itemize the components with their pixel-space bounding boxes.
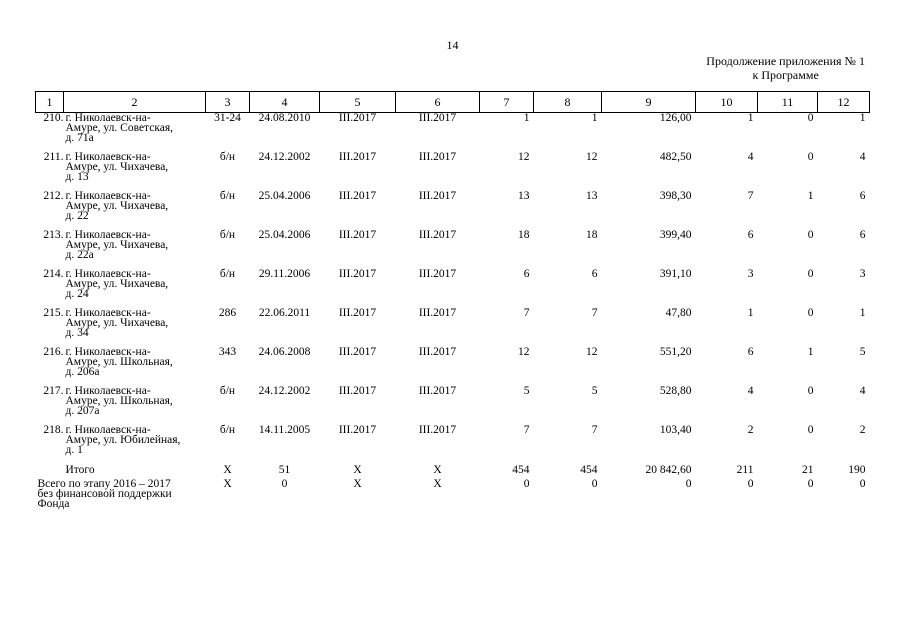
planned-relocation: III.2017 [338,385,377,397]
address-line: Фонда [37,498,70,510]
document-date: 25.04.2006 [258,190,311,202]
column-number-5: 5 [320,92,396,113]
document-number: б/н [219,190,236,202]
address-line: д. 71а [65,132,94,144]
column-number-9: 9 [602,92,696,113]
apartments-owned: 0 [807,385,814,397]
table-row [36,425,870,464]
residents-relocated: 18 [586,229,598,241]
residents-count: 7 [523,424,530,436]
residents-relocated: 6 [591,268,598,280]
row-index: 211. [43,151,64,163]
row-index: 215. [43,307,64,319]
column-number-3: 3 [206,92,250,113]
table-row [36,347,870,386]
total-apartments-municipal: 190 [848,464,866,476]
column-number-12: 12 [818,92,870,113]
planned-relocation: III.2017 [338,268,377,280]
table-row [36,308,870,347]
apartments-total: 2 [747,424,754,436]
area-value: 103,40 [659,424,692,436]
column-number-4: 4 [250,92,320,113]
address-line: д. 24 [65,288,89,300]
appendix-subtitle-line1: Продолжение приложения № 1 [706,54,865,68]
apartments-total: 3 [747,268,754,280]
apartments-municipal: 3 [859,268,866,280]
document-number: б/н [219,151,236,163]
planned-relocation: III.2017 [338,346,377,358]
address-line: Амуре, ул. Чихачева, [65,200,169,212]
document-date: 25.04.2006 [258,229,311,241]
address-line: Всего по этапу 2016 – 2017 [37,478,171,490]
residents-relocated: 12 [586,346,598,358]
apartments-owned: 0 [807,424,814,436]
planned-relocation: III.2017 [338,151,377,163]
row-index: 218. [43,424,64,436]
house-address [64,308,206,347]
residents-relocated: 13 [586,190,598,202]
row-index: 216. [43,346,64,358]
apartments-owned: 0 [807,307,814,319]
column-number-header [36,92,870,113]
residents-count: 6 [523,268,530,280]
page-number: 14 [446,38,459,52]
planned-demolition: III.2017 [418,424,457,436]
document-date: 24.08.2010 [258,112,311,124]
area-value: 399,40 [659,229,692,241]
address-line: д. 13 [65,171,89,183]
residents-count: 5 [523,385,530,397]
row-index: 214. [43,268,64,280]
column-number-8: 8 [534,92,602,113]
total-document-date: 51 [278,464,291,476]
apartments-owned: 0 [807,112,814,124]
planned-demolition: III.2017 [418,151,457,163]
address-line: г. Николаевск-на- [65,151,151,163]
column-number-2: 2 [64,92,206,113]
address-line: г. Николаевск-на- [65,229,151,241]
planned-demolition: III.2017 [418,307,457,319]
table-row [36,230,870,269]
residents-relocated: 7 [591,424,598,436]
apartments-total: 6 [747,346,754,358]
column-number-11: 11 [758,92,818,113]
document-number: 343 [218,346,237,358]
apartments-municipal: 4 [859,385,866,397]
grand-document-number: X [223,478,232,490]
house-address [64,191,206,230]
apartments-municipal: 6 [859,229,866,241]
address-line: г. Николаевск-на- [65,307,151,319]
apartments-municipal: 6 [859,190,866,202]
grand-apartments-municipal: 0 [859,478,866,490]
total-residents-relocated: 454 [580,464,598,476]
appendix-subtitle [706,54,865,82]
apartments-owned: 1 [807,346,814,358]
address-line: Амуре, ул. Чихачева, [65,317,169,329]
total-apartments-total: 211 [736,464,754,476]
planned-relocation: III.2017 [338,190,377,202]
address-line: г. Николаевск-на- [65,190,151,202]
house-address [64,269,206,308]
residents-relocated: 7 [591,307,598,319]
apartments-owned: 1 [807,190,814,202]
table-row [36,386,870,425]
planned-relocation: III.2017 [338,229,377,241]
residents-count: 12 [518,346,530,358]
total-area-value: 20 842,60 [645,464,692,476]
planned-demolition: III.2017 [418,229,457,241]
housing-table [35,91,870,519]
area-value: 126,00 [659,112,692,124]
residents-relocated: 5 [591,385,598,397]
address-line: г. Николаевск-на- [65,346,151,358]
house-address [64,230,206,269]
total-spacer [36,464,64,479]
table-row [36,113,870,153]
address-line: Амуре, ул. Советская, [65,122,174,134]
grand-apartments-total: 0 [747,478,754,490]
address-line: Амуре, ул. Школьная, [65,395,173,407]
table-row [36,269,870,308]
grand-total-row [36,479,870,519]
document-number: 286 [218,307,237,319]
address-line: д. 34 [65,327,89,339]
house-address [64,152,206,191]
apartments-total: 4 [747,385,754,397]
grand-total-label [36,479,206,519]
residents-count: 13 [518,190,530,202]
document-date: 24.12.2002 [258,151,311,163]
document-number: б/н [219,424,236,436]
apartments-owned: 0 [807,229,814,241]
document-date: 24.12.2002 [258,385,311,397]
apartments-owned: 0 [807,151,814,163]
grand-residents-count: 0 [523,478,530,490]
address-line: д. 22а [65,249,94,261]
appendix-subtitle-line2: к Программе [752,68,819,82]
address-line: г. Николаевск-на- [65,112,151,124]
total-document-number: X [223,464,232,476]
address-line: без финансовой поддержки [37,488,172,500]
address-line: Амуре, ул. Чихачева, [65,239,169,251]
row-index: 212. [43,190,64,202]
total-planned-demolition: X [433,464,442,476]
column-number-1: 1 [36,92,64,113]
area-value: 398,30 [659,190,692,202]
area-value: 482,50 [659,151,692,163]
address-line: г. Николаевск-на- [65,424,151,436]
residents-count: 18 [518,229,530,241]
apartments-total: 7 [747,190,754,202]
address-line: Амуре, ул. Чихачева, [65,161,169,173]
total-label: Итого [65,464,95,476]
total-apartments-owned: 21 [802,464,814,476]
area-value: 551,20 [659,346,692,358]
house-address [64,386,206,425]
planned-relocation: III.2017 [338,112,377,124]
grand-area-value: 0 [685,478,692,490]
apartments-total: 1 [747,307,754,319]
address-line: г. Николаевск-на- [65,268,151,280]
apartments-total: 1 [747,112,754,124]
apartments-owned: 0 [807,268,814,280]
document-date: 29.11.2006 [258,268,311,280]
apartments-municipal: 1 [859,307,866,319]
apartments-total: 6 [747,229,754,241]
address-line: г. Николаевск-на- [65,385,151,397]
planned-demolition: III.2017 [418,190,457,202]
planned-demolition: III.2017 [418,385,457,397]
apartments-total: 4 [747,151,754,163]
grand-document-date: 0 [281,478,288,490]
apartments-municipal: 1 [859,112,866,124]
column-number-10: 10 [696,92,758,113]
address-line: д. 22 [65,210,89,222]
document-date: 24.06.2008 [258,346,311,358]
row-index: 213. [43,229,64,241]
house-address [64,347,206,386]
column-number-6: 6 [396,92,480,113]
grand-planned-demolition: X [433,478,442,490]
document-number: б/н [219,385,236,397]
row-index: 210. [43,112,64,124]
address-line: Амуре, ул. Чихачева, [65,278,169,290]
table-row [36,152,870,191]
document-number: б/н [219,229,236,241]
apartments-municipal: 2 [859,424,866,436]
residents-count: 7 [523,307,530,319]
column-number-7: 7 [480,92,534,113]
table-row [36,191,870,230]
planned-relocation: III.2017 [338,424,377,436]
residents-relocated: 12 [586,151,598,163]
document-number: б/н [219,268,236,280]
document-number: 31-24 [214,112,241,124]
house-address [64,425,206,464]
address-line: Амуре, ул. Юбилейная, [65,434,181,446]
address-line: Амуре, ул. Школьная, [65,356,173,368]
grand-residents-relocated: 0 [591,478,598,490]
house-address [64,113,206,153]
area-value: 47,80 [665,307,692,319]
total-planned-relocation: X [353,464,362,476]
planned-demolition: III.2017 [418,112,457,124]
area-value: 391,10 [659,268,692,280]
grand-planned-relocation: X [353,478,362,490]
residents-relocated: 1 [591,112,598,124]
document-date: 14.11.2005 [258,424,311,436]
area-value: 528,80 [659,385,692,397]
document-date: 22.06.2011 [258,307,311,319]
planned-demolition: III.2017 [418,346,457,358]
planned-demolition: III.2017 [418,268,457,280]
residents-count: 12 [518,151,530,163]
address-line: д. 207а [65,405,100,417]
total-residents-count: 454 [512,464,530,476]
address-line: д. 1 [65,444,83,456]
apartments-municipal: 4 [859,151,866,163]
address-line: д. 206а [65,366,100,378]
apartments-municipal: 5 [859,346,866,358]
row-index: 217. [43,385,64,397]
residents-count: 1 [523,112,530,124]
total-row [36,464,870,479]
planned-relocation: III.2017 [338,307,377,319]
grand-apartments-owned: 0 [807,478,814,490]
